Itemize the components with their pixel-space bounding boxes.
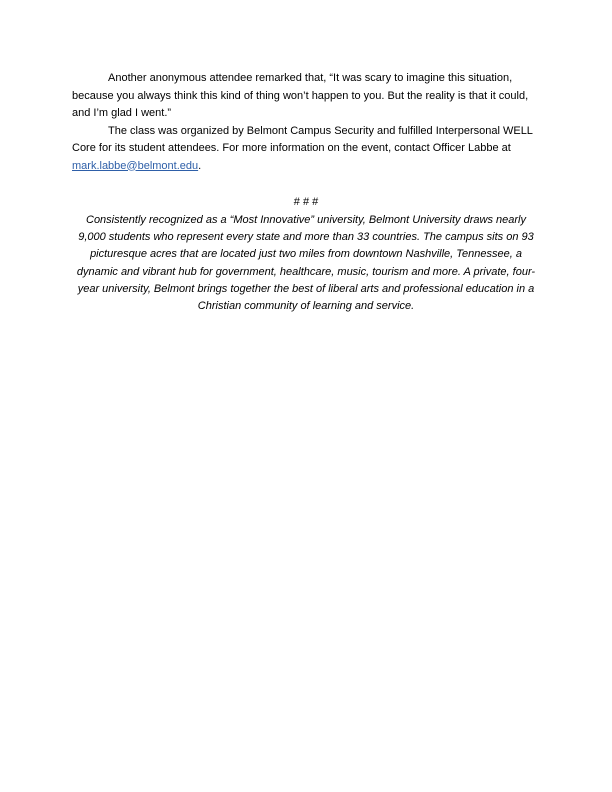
university-boilerplate: Consistently recognized as a “Most Innovative” university, Belmont University draws nearly 9,000 students who represent every state and more than 33 countries. The campus sits on 93 picturesque acres that are located just two miles from downtown Nashville, Tennessee, a dynamic and vibrant hub for government, healthcare, music, tourism and more. A private, four-year university, Belmont brings together the best of liberal arts and professional education in a Christian community of learning and service. [76,214,536,313]
end-marker: # # # [293,196,319,208]
organizer-text: The class was organized by Belmont Campus Security and fulfilled Interpersonal WELL Core for its student attendees. For more information on the event, contact Officer Labbe at [72,124,533,154]
document-page [72,70,540,315]
contact-email-link[interactable]: mark.labbe@belmont.edu [72,159,199,172]
quote-paragraph: Another anonymous attendee remarked that, “It was scary to imagine this situation, because you always think this kind of thing won’t happen to you. But the reality is that it could, and I’m glad I went.” [72,72,529,119]
organizer-paragraph-end: . [198,159,202,172]
organizer-paragraph [72,123,540,176]
